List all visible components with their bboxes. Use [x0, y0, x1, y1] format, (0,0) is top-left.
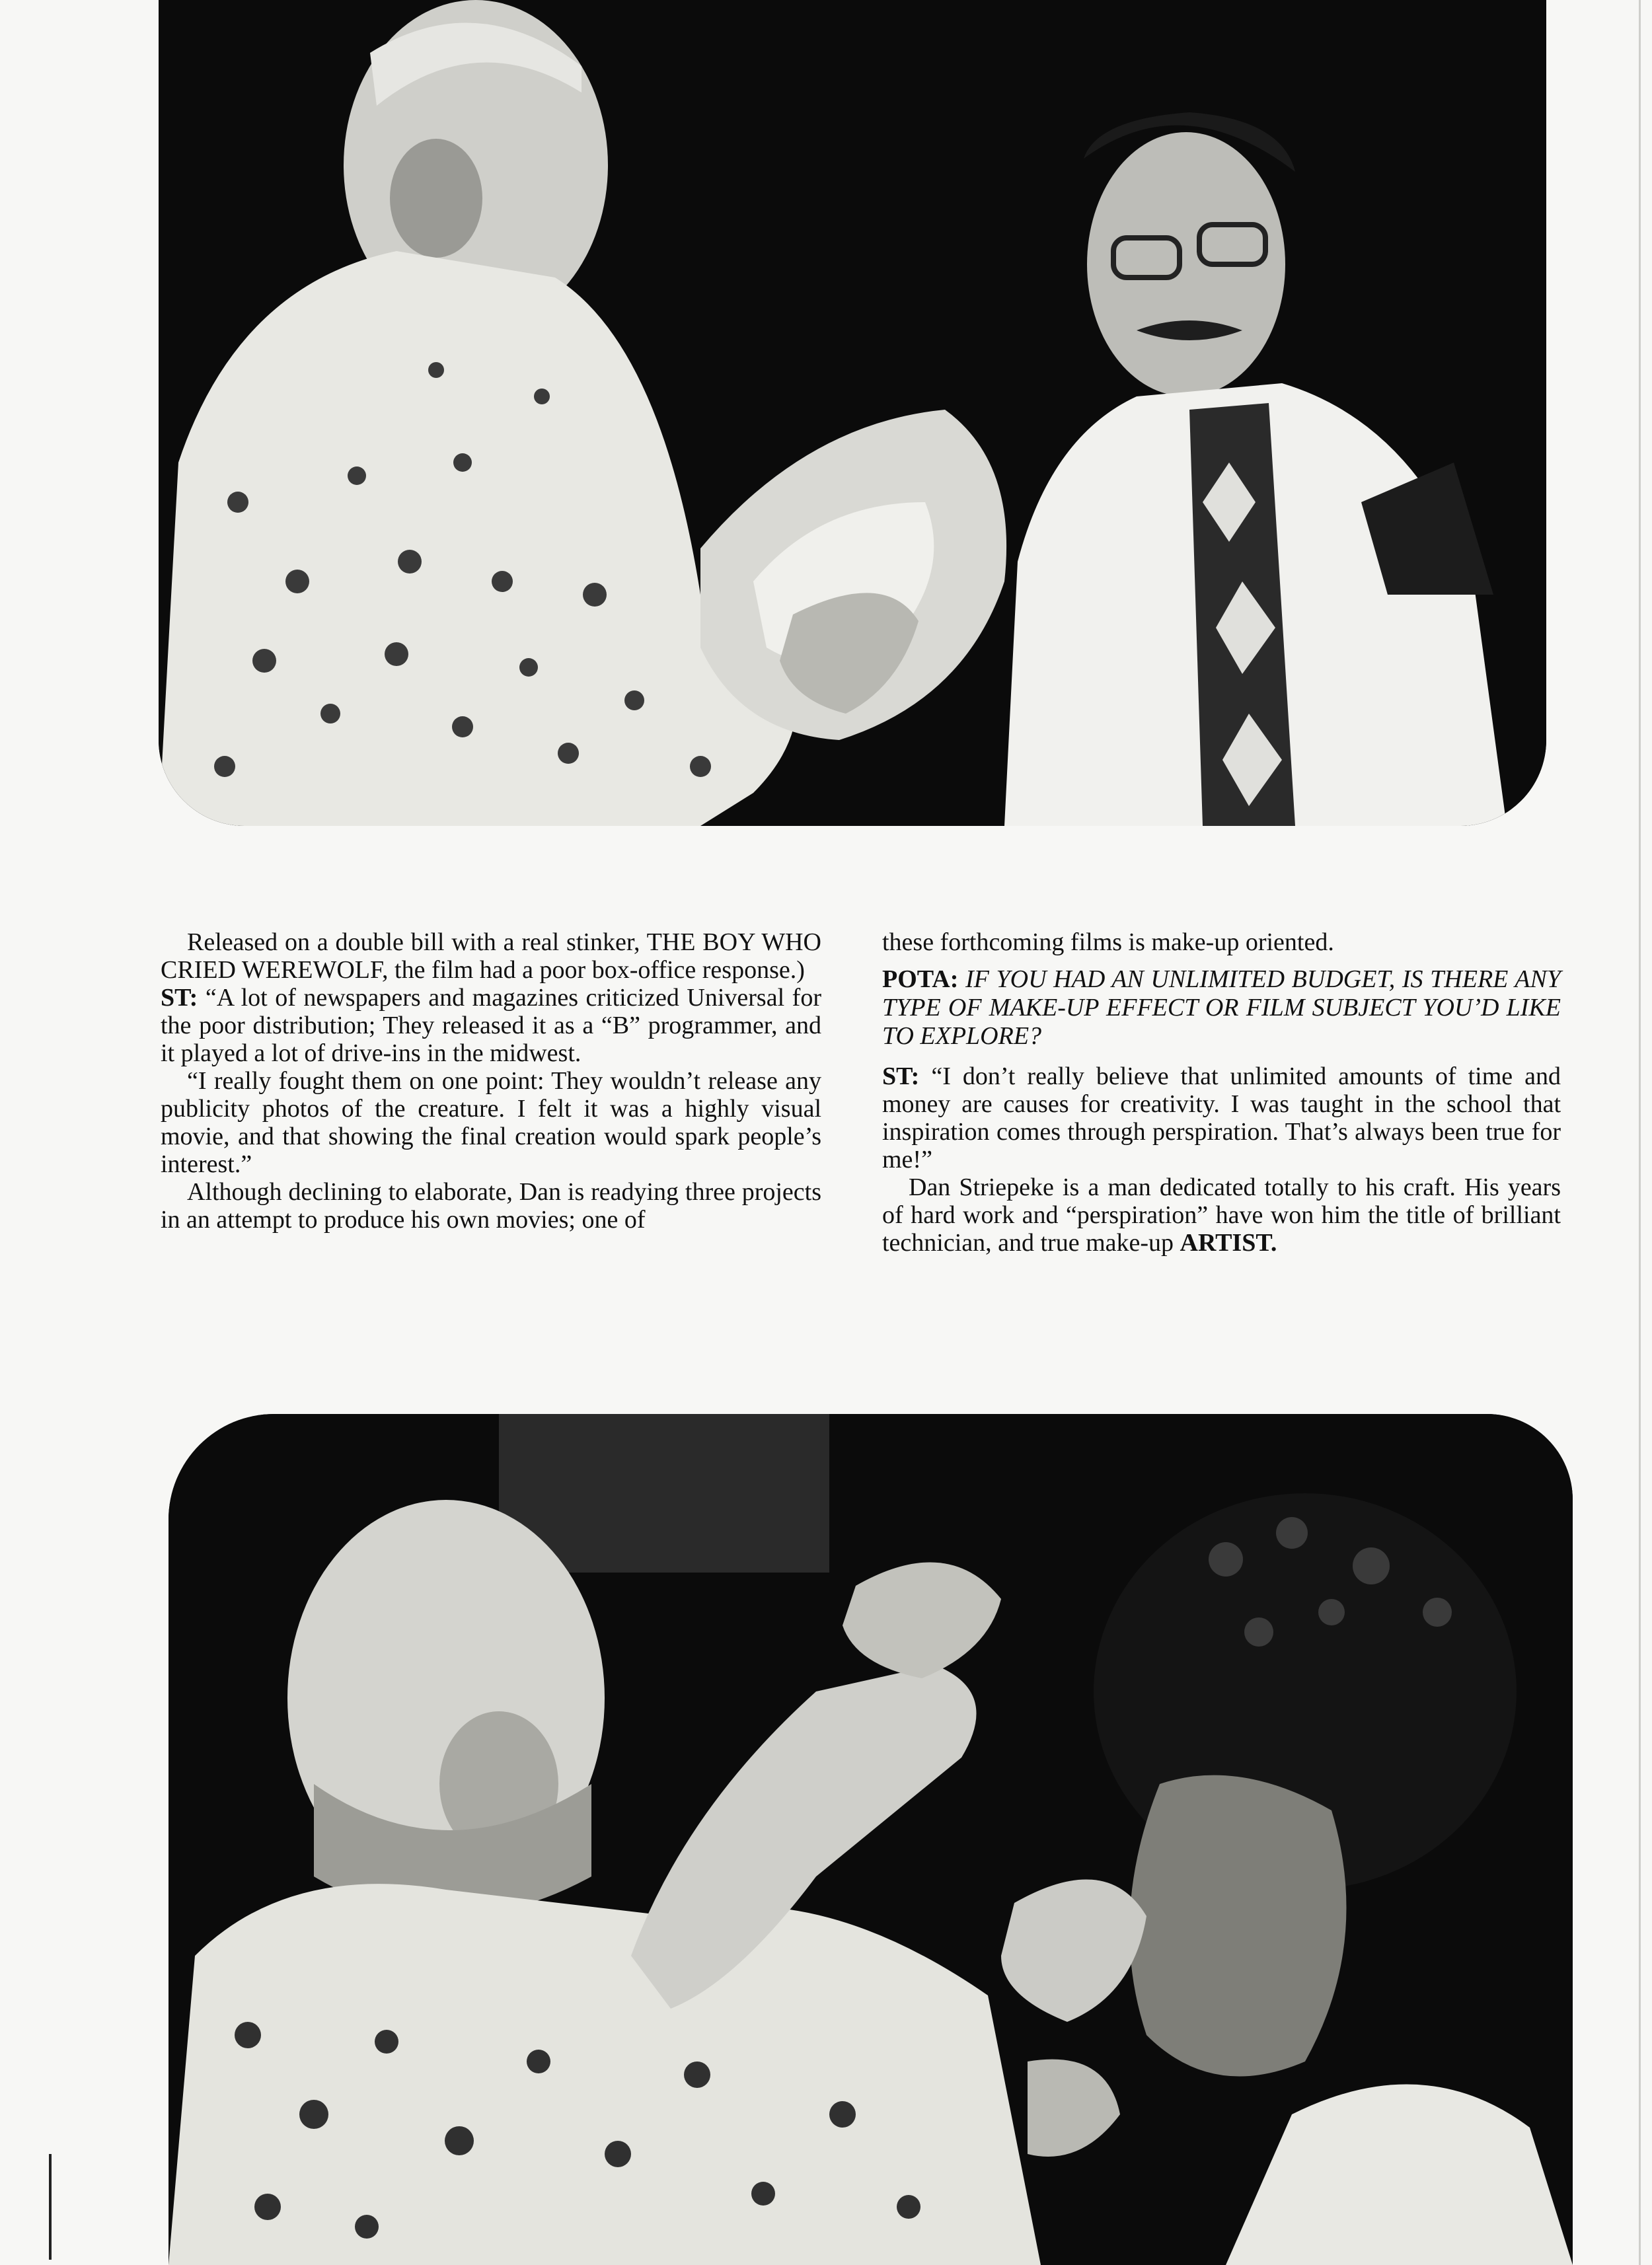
answer-text: “I don’t really believe that unlimited amounts of time and money are causes for creativity. I was taught in the school that inspiration comes through perspiration. That’s always been true for me!” — [882, 1062, 1561, 1173]
interview-question — [882, 965, 1561, 1051]
bottom-photograph — [169, 1414, 1573, 2265]
article-column-right — [882, 928, 1561, 1257]
speaker-label-pota: POTA: — [882, 965, 959, 993]
conclusion-artist: ARTIST. — [1180, 1229, 1277, 1257]
scan-edge-left — [49, 2154, 52, 2260]
paragraph-conclusion — [882, 1173, 1561, 1257]
paragraph-st-distribution — [161, 984, 821, 1067]
speaker-label-st: ST: — [161, 984, 198, 1012]
paragraph-release: Released on a double bill with a real stinker, THE BOY WHO CRIED WEREWOLF, the film had a poor box-office response.) — [161, 928, 821, 984]
paragraph-films-continued: these forthcoming films is make-up oriented. — [882, 928, 1334, 956]
conclusion-text: Dan Striepeke is a man dedicated totally to his craft. His years of hard work and “perspiration” have won him the title of brilliant technician, and true make-up — [882, 1173, 1561, 1257]
st-distribution-text: “A lot of newspapers and magazines criticized Universal for the poor distribution; They released it as a “B” programmer, and it played a lot of drive-ins in the midwest. — [161, 984, 821, 1067]
scan-edge-right — [1639, 0, 1641, 2265]
bottom-photo-illustration — [169, 1414, 1573, 2265]
top-photo-illustration — [159, 0, 1546, 826]
top-photograph — [159, 0, 1546, 826]
paragraph-projects: Although declining to elaborate, Dan is readying three projects in an attempt to produce his own movies; one of — [161, 1178, 821, 1234]
question-text: IF YOU HAD AN UNLIMITED BUDGET, IS THERE ANY TYPE OF MAKE-UP EFFECT OR FILM SUBJECT YOU’D LIKE TO EXPLORE? — [882, 965, 1561, 1050]
interview-answer — [882, 1062, 1561, 1173]
article-column-left — [161, 928, 821, 1234]
paragraph-publicity: “I really fought them on one point: They wouldn’t release any publicity photos of the creature. I felt it was a highly visual movie, and that showing the final creation would spark people’s interest.” — [161, 1067, 821, 1178]
speaker-label-st-answer: ST: — [882, 1062, 920, 1090]
